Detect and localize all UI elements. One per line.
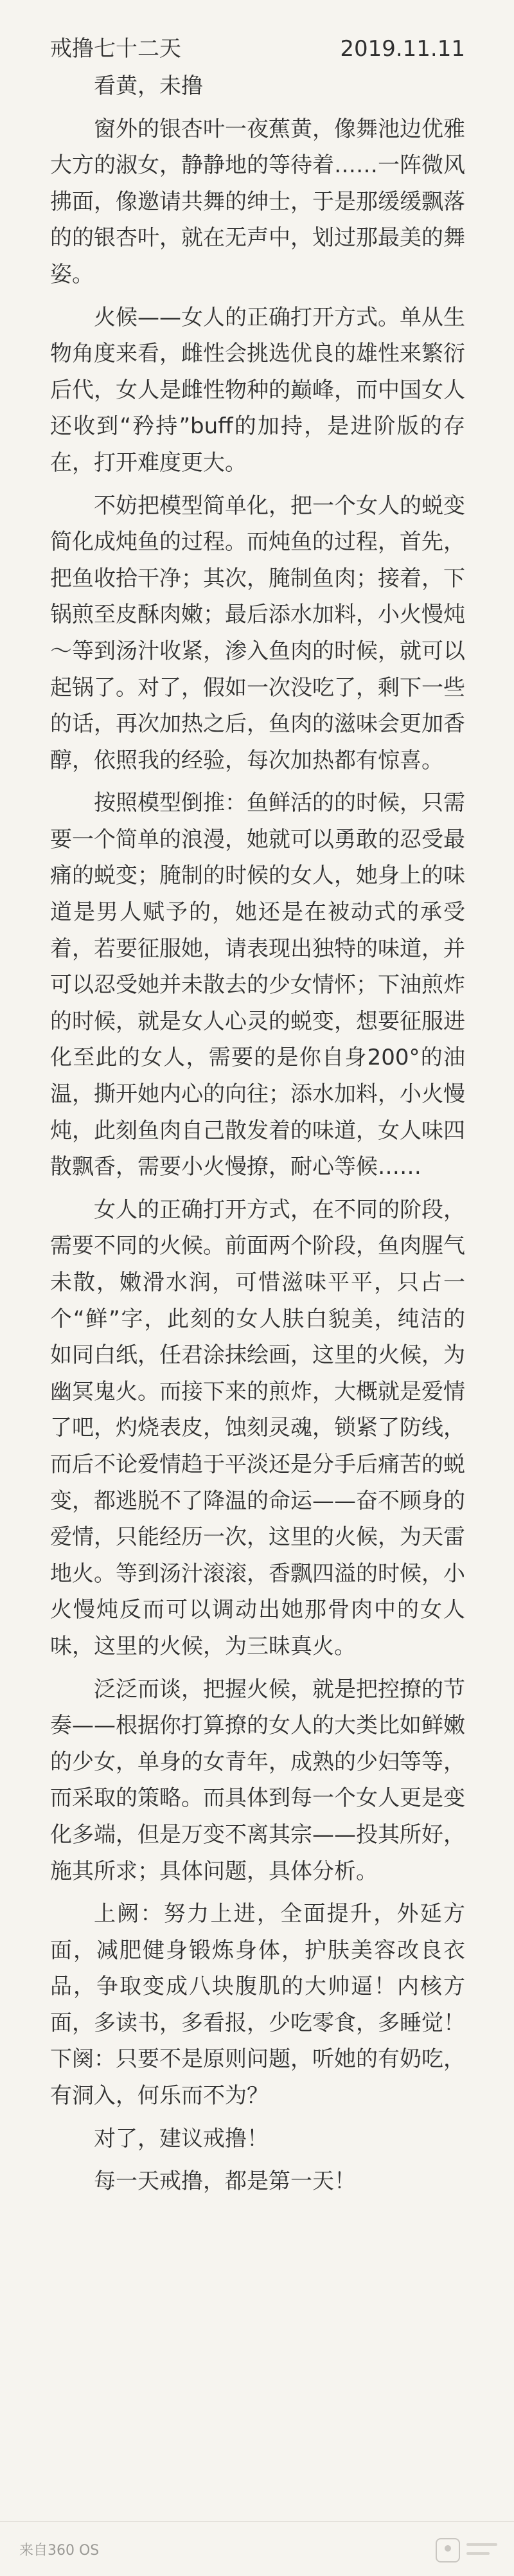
note-date: 2019.11.11: [340, 36, 465, 62]
watermark-line-top: [466, 2543, 497, 2546]
watermark-frame: [436, 2538, 460, 2562]
watermark-line-bottom: [466, 2552, 490, 2555]
watermark-dot: [445, 2545, 451, 2552]
note-paragraph-2: 窗外的银杏叶一夜蕉黄，像舞池边优雅大方的淑女，静静地的等待着……一阵微风拂面，像邀请共舞的绅士，于是那缓缓飘落的的银杏叶，就在无声中，划过那最美的舞姿。: [50, 116, 465, 287]
note-paragraph-7: 泛泛而谈，把握火候，就是把控撩的节奏——根据你打算撩的女人的大类比如鲜嫩的少女，单身的女青年，成熟的少妇等等，而采取的策略。而具体到每一个女人更是变化多端，但是万变不离其宗——投其所好，施其所求；具体问题，具体分析。: [50, 1676, 465, 1884]
note-paragraph-10: 每一天戒撸，都是第一天！: [94, 2168, 356, 2195]
app-watermark-icon: [436, 2534, 502, 2568]
note-paragraph-9: 对了，建议戒撸！: [94, 2125, 269, 2152]
note-paragraph-5: 按照模型倒推：鱼鲜活的的时候，只需要一个简单的浪漫，她就可以勇敢的忍受最痛的蜕变；腌制的时候的女人，她身上的味道是男人赋予的，她还是在被动式的承受着，若要征服她，请表现出独特的味道，并可以忍受她并未散去的少女情怀；下油煎炸的时候，就是女人心灵的蜕变，想要征服进化至此的女人，需要的是你自身200°的油温，撕开她内心的向往；添水加料，小火慢炖，此刻鱼肉自己散发着的味道，女人味四散飘香，需要小火慢撩，耐心等候……: [50, 790, 465, 1180]
footer-divider: [0, 2521, 514, 2522]
note-header: [50, 30, 465, 68]
note-paragraph-1: 看黄，未撸: [94, 73, 203, 99]
note-body: [50, 68, 465, 2200]
note-paragraph-8: 上阙：努力上进，全面提升，外延方面，减肥健身锻炼身体，护肤美容改良衣品，争取变成八块腹肌的大帅逼！内核方面，多读书，多看报，少吃零食，多睡觉！下阕：只要不是原则问题，听她的有奶吃，有洞入，何乐而不为？: [50, 1901, 465, 2109]
note-title: 戒撸七十二天: [50, 36, 181, 62]
note-paragraph-6: 女人的正确打开方式，在不同的阶段，需要不同的火候。前面两个阶段，鱼肉腥气未散，嫩滑水润，可惜滋味平平，只占一个“鲜”字，此刻的女人肤白貌美，纯洁的如同白纸，任君涂抹绘画，这里的火候，为幽冥鬼火。而接下来的煎炸，大概就是爱情了吧，灼烧表皮，蚀刻灵魂，锁紧了防线，而后不论爱情趋于平淡还是分手后痛苦的蜕变，都逃脱不了降温的命运——奋不顾身的爱情，只能经历一次，这里的火候，为天雷地火。等到汤汁滚滚，香飘四溢的时候，小火慢炖反而可以调动出她那骨肉中的女人味，这里的火候，为三昧真火。: [50, 1196, 465, 1659]
note-paragraph-4: 不妨把模型简单化，把一个女人的蜕变简化成炖鱼的过程。而炖鱼的过程，首先，把鱼收拾干净；其次，腌制鱼肉；接着，下锅煎至皮酥肉嫩；最后添水加料，小火慢炖～等到汤汁收紧，渗入鱼肉的时候，就可以起锅了。对了，假如一次没吃了，剩下一些的话，再次加热之后，鱼肉的滋味会更加香醇，依照我的经验，每次加热都有惊喜。: [50, 492, 465, 773]
note-paragraph-3: 火候——女人的正确打开方式。单从生物角度来看，雌性会挑选优良的雄性来繁衍后代，女人是雌性物种的巅峰，而中国女人还收到“矜持”buff的加持，是进阶版的存在，打开难度更大。: [50, 304, 465, 476]
source-footer: 来自360 OS: [19, 2543, 100, 2559]
